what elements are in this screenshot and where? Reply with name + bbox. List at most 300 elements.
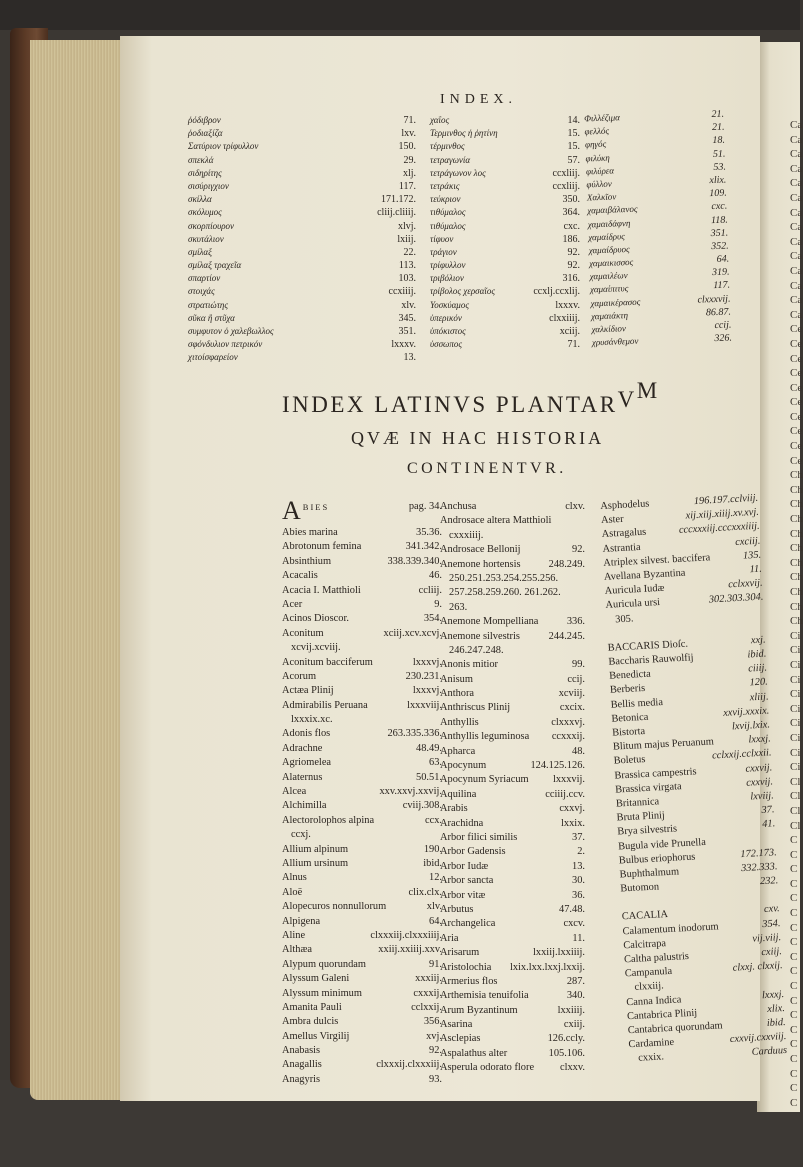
page-ref: 352. — [710, 240, 729, 253]
greek-index-entry — [430, 140, 580, 153]
page-ref: 64. — [429, 915, 442, 927]
latin-index-entry — [440, 1018, 585, 1032]
greek-term: χαμαίπιτυς — [589, 283, 629, 295]
page-ref: 351. — [710, 227, 729, 239]
page-ref: clxxxvj. — [551, 716, 585, 728]
latin-index-entry — [440, 500, 585, 514]
page-ref: 9. — [434, 598, 442, 610]
greek-term: τρίφυλλον — [430, 260, 466, 271]
plant-name: Alypum quorundam — [282, 958, 366, 970]
page-ref: cxv. — [763, 903, 780, 916]
latin-index-column-3 — [600, 492, 787, 1067]
greek-term: σκίλλα — [188, 194, 212, 205]
greek-index-entry — [188, 272, 416, 285]
greek-index-entry — [188, 127, 416, 140]
plant-name: Acorum — [282, 670, 317, 682]
greek-term: Τερμινθος ἡ ῥητίνη — [430, 128, 498, 139]
facing-page-fragment: Ci — [790, 658, 801, 671]
page-ref: 92. — [429, 1045, 442, 1057]
page-ref: 92. — [567, 246, 580, 258]
plant-name: Bistorta — [611, 725, 646, 739]
greek-index-entry — [430, 193, 580, 206]
greek-index-entry — [188, 206, 416, 219]
facing-page-fragment: Ci — [790, 761, 801, 774]
latin-index-entry — [440, 817, 585, 831]
page-ref: 48.49. — [416, 742, 442, 754]
page-ref: xlix. — [766, 1002, 786, 1015]
page-ref: 92. — [572, 544, 585, 556]
facing-page-fragment: Ch — [790, 571, 803, 584]
page-ref: 364. — [562, 207, 580, 219]
plant-name: Amellus Virgilij — [282, 1030, 350, 1042]
latin-index-entry — [440, 701, 585, 715]
plant-name: Arisarum — [440, 947, 480, 959]
plant-name: Britannica — [615, 796, 660, 810]
latin-index-entry — [282, 785, 442, 799]
latin-index-entry — [282, 915, 442, 929]
latin-index-entry — [282, 814, 442, 828]
plant-name-rest: BIES — [302, 502, 330, 512]
latin-index-entry — [282, 742, 442, 756]
page-ref: 21. — [711, 121, 725, 134]
facing-page-fragment: Ca — [790, 294, 803, 307]
greek-term: στοιχάς — [188, 286, 215, 297]
page-ref: 47.48. — [559, 903, 585, 915]
latin-index-entry — [282, 857, 442, 871]
greek-term: χαμαιβάλανος — [587, 204, 638, 216]
plant-name: Acacia I. Matthioli — [282, 584, 361, 596]
greek-index-entry — [188, 312, 416, 325]
latin-index-entry — [440, 730, 585, 744]
latin-index-entry — [282, 584, 442, 598]
plant-name: Asperula odorato flore — [440, 1062, 535, 1074]
plant-name: Astragalus — [601, 527, 647, 541]
greek-term: χρυσάνθεμον — [591, 335, 639, 348]
page-ref: 232. — [759, 875, 779, 888]
facing-page-fragment: Ce — [790, 352, 803, 365]
greek-term: χαμαίδρυος — [588, 243, 630, 256]
page-ref: lxxxj. — [761, 988, 785, 1001]
page-ref: 263.335.336. — [387, 728, 442, 740]
page-ref: cxcix. — [559, 702, 585, 714]
plant-name: Alnus — [282, 872, 307, 884]
facing-page-fragment: C — [790, 950, 798, 963]
facing-page-fragment: Ca — [790, 264, 803, 277]
plant-name: Ambra dulcis — [282, 1016, 339, 1028]
facing-page-fragment: Ce — [790, 454, 803, 467]
plant-name: Cantabrica Plinij — [626, 1007, 698, 1023]
facing-page-fragment: Ch — [790, 527, 803, 540]
plant-name: Anemone hortensis — [440, 558, 521, 570]
facing-page-fragment: C — [790, 936, 798, 949]
greek-term: σμίλαξ — [188, 246, 212, 257]
greek-index-entry — [430, 114, 580, 127]
facing-page-fragment: Ca — [790, 162, 803, 175]
running-head: INDEX. — [440, 92, 518, 107]
page-ref: vij.viij. — [752, 931, 782, 945]
page-ref: clxxj. clxxij. — [732, 960, 783, 974]
plant-name: Alyssum Galeni — [282, 973, 350, 985]
facing-page-fragment: C — [790, 921, 798, 934]
latin-index-entry — [440, 644, 585, 658]
page-ref: ibid. — [766, 1016, 786, 1029]
page-ref: 341.342. — [405, 541, 442, 553]
page-ref: 244.245. — [548, 630, 585, 642]
latin-index-entry — [440, 1061, 585, 1075]
greek-term: χαλκίδιον — [591, 323, 627, 335]
greek-index-entry — [430, 246, 580, 259]
latin-index-entry — [440, 932, 585, 946]
page-ref: 172.173. — [740, 846, 777, 860]
page-ref: 63. — [429, 757, 442, 769]
facing-page-fragment: C — [790, 1067, 798, 1080]
facing-page-fragment: C — [790, 1009, 798, 1022]
facing-page-fragment: C — [790, 892, 798, 905]
greek-index-entry — [430, 154, 580, 167]
page-ref: 46. — [429, 570, 442, 582]
plant-name: Admirabilis Peruana — [282, 699, 368, 711]
greek-term: τίφυον — [430, 233, 454, 244]
plant-name: Bellis media — [610, 696, 664, 711]
greek-term: στρατιώτης — [188, 299, 229, 310]
plant-name: CACALIA — [621, 909, 669, 923]
page-ref: xciij.xcv.xcvj. — [383, 627, 442, 639]
facing-page-fragment: Cl — [790, 790, 801, 803]
latin-index-entry — [440, 831, 585, 845]
page-ref: cxxvij.cxxviij. — [729, 1031, 787, 1046]
page-ref: ccxxxij. — [551, 731, 585, 743]
index-title — [282, 378, 660, 418]
plant-name: Anthyllis leguminosa — [440, 731, 530, 743]
latin-index-entry — [440, 745, 585, 759]
plant-name: Baccharis Rauwolfij — [608, 652, 694, 668]
plant-name: Arum Byzantinum — [440, 1004, 518, 1016]
page-ref: 190. — [423, 843, 442, 855]
latin-index-entry — [440, 917, 585, 931]
plant-name: Brya silvestris — [617, 823, 678, 838]
page-ref: 86.87. — [705, 306, 732, 319]
page-ref: cxxxij. — [413, 987, 442, 999]
page-ref: cclxxij.cclxxii. — [711, 747, 772, 762]
page-ref: 135. — [742, 549, 762, 562]
page-ref: 287. — [566, 975, 585, 987]
page-ref: 92. — [567, 260, 580, 272]
plant-name: Anagallis — [282, 1059, 322, 1071]
greek-term: σῦκα ἢ στῦχα — [188, 312, 235, 323]
facing-page-fragment: Ca — [790, 133, 803, 146]
greek-index-entry — [188, 114, 416, 127]
page-ref: xcviij. — [558, 688, 585, 700]
plant-name: Abies marina — [282, 527, 338, 538]
latin-index-entry — [282, 670, 442, 684]
greek-term: τράγιον — [430, 246, 457, 257]
facing-page-fragment: Ci — [790, 629, 801, 642]
page-ref: 248.249. — [548, 558, 585, 570]
plant-name: Aria — [440, 932, 459, 944]
facing-page-fragment: Cl — [790, 804, 801, 817]
plant-name: Berberis — [609, 683, 646, 697]
plant-name: lxxxix.xc. — [291, 714, 333, 726]
plant-name: Alchimilla — [282, 800, 327, 812]
facing-page-fragment: C — [790, 1082, 798, 1095]
page-ref: 11. — [749, 563, 763, 576]
greek-term: σφόνδυλιον πετρικόν — [188, 339, 263, 350]
plant-name: Anagyris — [282, 1073, 321, 1085]
plant-name — [282, 496, 330, 525]
plant-name: Aconitum bacciferum — [282, 656, 373, 668]
plant-name: Apocynum Syriacum — [440, 774, 529, 786]
plant-name: Aline — [282, 929, 306, 941]
facing-page-fragment: Ch — [790, 615, 803, 628]
greek-term: ὑσσωπος — [430, 339, 463, 350]
page-ref: 71. — [567, 339, 580, 351]
page-ref: 64. — [716, 253, 730, 266]
greek-term: Σατύριον τρίφυλλον — [188, 141, 259, 152]
latin-index-entry — [282, 987, 442, 1001]
latin-index-entry — [440, 630, 585, 644]
greek-term: ῥόδιβρον — [188, 115, 221, 125]
plant-name: Anthora — [440, 688, 475, 700]
latin-index-entry — [440, 946, 585, 960]
greek-index-entry — [430, 312, 580, 325]
latin-index-entry — [282, 612, 442, 626]
facing-page-fragment: Ce — [790, 381, 803, 394]
latin-index-entry — [282, 900, 442, 914]
page-ref: 57. — [567, 154, 580, 166]
plant-name: Anemone silvestris — [440, 630, 520, 642]
latin-index-entry — [440, 802, 585, 816]
page-ref: 332.333. — [740, 861, 778, 874]
latin-index-entry — [282, 1073, 442, 1087]
facing-page-fragment: Ca — [790, 308, 803, 321]
page-ref: cxcv. — [563, 918, 585, 930]
page-ref: lxxiiij. — [557, 1004, 585, 1016]
plant-name: Anabasis — [282, 1045, 321, 1057]
page-ref: lxix.lxx.lxxj.lxxij. — [509, 961, 585, 973]
page-ref: cxciij. — [734, 535, 761, 548]
facing-page-fragment: C — [790, 877, 798, 890]
page-ref: ccxliij. — [552, 167, 580, 179]
greek-term: φύλλον — [586, 178, 612, 190]
page-ref: 316. — [562, 273, 580, 285]
plant-name: Butomon — [620, 881, 660, 895]
page-ref: clxxxiij.clxxxiiij. — [370, 929, 442, 941]
plant-name: Adonis flos — [282, 728, 331, 740]
index-title-main: INDEX LATINVS PLANTAR — [282, 392, 618, 417]
page-ref: cclxxij. — [411, 1001, 442, 1013]
latin-index-entry — [440, 1032, 585, 1046]
page-ref: xlvj. — [397, 220, 416, 232]
plant-name: Aster — [600, 513, 624, 527]
page-ref: 302.303.304. — [708, 591, 764, 606]
facing-page-fragment: Ce — [790, 337, 803, 350]
plant-name: Anthriscus Plinij — [440, 702, 511, 714]
page-ref: ccliij. — [418, 584, 442, 596]
drop-capital: A — [282, 496, 301, 525]
facing-page-fragment: Ci — [790, 702, 801, 715]
page-ref: clxxiiij. — [549, 312, 580, 324]
plant-name: Arbutus — [440, 903, 474, 915]
latin-index-entry — [440, 889, 585, 903]
page-ref: lxxxvj. — [412, 656, 442, 668]
greek-index-entry — [430, 127, 580, 140]
facing-page-fragment: Ch — [790, 600, 803, 613]
latin-index-entry — [282, 727, 442, 741]
page-ref: cviij.308. — [402, 800, 442, 812]
latin-index-entry — [440, 572, 585, 586]
latin-index-entry — [440, 673, 585, 687]
plant-name: Androsace Bellonij — [440, 544, 521, 556]
latin-index-entry — [282, 1015, 442, 1029]
greek-term: φιλύκη — [585, 152, 610, 164]
index-title-m: M — [636, 378, 660, 403]
latin-index-entry — [440, 615, 585, 629]
plant-name: clxxiij. — [634, 980, 664, 994]
page-ref: cxxvj. — [559, 803, 585, 815]
latin-index-entry — [282, 641, 442, 655]
facing-page-fragment: Ca — [790, 221, 803, 234]
plant-name: Cantabrica quorundam — [627, 1020, 723, 1037]
facing-page-fragment: Cl — [790, 819, 801, 832]
plant-name: Asarina — [440, 1019, 473, 1031]
plant-name: Caltha palustris — [623, 950, 690, 966]
facing-page-fragment: Ca — [790, 250, 803, 263]
greek-term: χαμαιάκτη — [590, 309, 629, 322]
plant-name: Alpigena — [282, 915, 321, 927]
page-ref: clxxxvij. — [697, 293, 731, 306]
greek-index-entry — [430, 299, 580, 312]
greek-term: τέρμινθος — [430, 141, 465, 152]
facing-page-fragment: Ce — [790, 396, 803, 409]
greek-index-entry — [430, 259, 580, 272]
plant-name: ccxj. — [291, 829, 311, 841]
page-ref: lxxix. — [561, 817, 585, 829]
facing-page-fragment: Ca — [790, 235, 803, 248]
plant-name: 257.258.259.260. 261.262. — [449, 587, 561, 599]
plant-name: Actæa Plinij — [282, 685, 334, 697]
page-ref: xxvij.xxxix. — [722, 705, 770, 719]
plant-name: Bruta Plinij — [616, 810, 666, 824]
plant-name: Abrotonum femina — [282, 541, 362, 553]
page-edges — [30, 40, 130, 1100]
latin-index-entry — [282, 799, 442, 813]
plant-name: Althæa — [282, 944, 313, 956]
plant-name: Amanita Pauli — [282, 1001, 342, 1013]
greek-term: Υοσκύαμος — [430, 299, 469, 310]
facing-page-fragment: C — [790, 980, 798, 993]
page-ref: ccx. — [424, 814, 442, 826]
facing-page-fragment: C — [790, 1053, 798, 1065]
page-ref: 103. — [398, 273, 416, 285]
greek-index-entry — [188, 259, 416, 272]
page-ref: 120. — [749, 676, 769, 689]
page-ref: lxxxvj. — [412, 685, 442, 697]
latin-index-entry — [282, 598, 442, 612]
latin-index-entry — [440, 687, 585, 701]
latin-index-entry — [282, 886, 442, 900]
page-ref: 124.125.126. — [530, 760, 585, 772]
plant-name: Absinthium — [282, 555, 332, 567]
plant-name: Alopecuros nonnullorum — [282, 901, 387, 913]
plant-name: Apocynum — [440, 760, 487, 772]
latin-index-entry — [282, 943, 442, 957]
facing-page-fragment: Ce — [790, 440, 803, 453]
greek-index-entry — [430, 220, 580, 233]
facing-page-fragment: Ce — [790, 323, 803, 336]
latin-index-entry — [282, 929, 442, 943]
latin-index-entry — [282, 699, 442, 713]
latin-index-column-1 — [282, 496, 442, 1087]
latin-index-entry — [440, 860, 585, 874]
greek-index-entry — [430, 272, 580, 285]
latin-index-entry — [282, 828, 442, 842]
page-ref: 326. — [714, 332, 733, 345]
latin-index-entry — [440, 975, 585, 989]
page-ref: 338.339.340. — [387, 555, 442, 567]
greek-index-entry — [188, 193, 416, 206]
facing-page-fragment: Ca — [790, 177, 803, 190]
page-ref: 354. — [761, 917, 781, 930]
page-ref: 354. — [423, 613, 442, 625]
facing-page-fragment: Ci — [790, 644, 801, 657]
plant-name: Bulbus eriophorus — [618, 851, 696, 867]
plant-name: Auricula Iudæ — [604, 582, 665, 597]
plant-name: Arthemisia tenuifolia — [440, 990, 529, 1002]
greek-term: τριβόλιον — [430, 273, 464, 284]
plant-name: Benedicta — [608, 668, 652, 683]
page-ref: 36. — [572, 889, 585, 901]
page-ref: lxxxviij. — [407, 699, 442, 711]
plant-name: Alaternus — [282, 771, 323, 783]
latin-index-entry — [440, 845, 585, 859]
latin-index-column-2 — [440, 500, 585, 1076]
page-ref: clix.clx. — [408, 886, 442, 898]
facing-page-text — [790, 118, 802, 1110]
page-ref: 109. — [709, 187, 727, 200]
page-ref: cciiij.ccv. — [545, 788, 585, 800]
greek-term: χαμαικισσος — [588, 256, 634, 269]
page-ref: cxxvij. — [745, 761, 773, 775]
plant-name: Calamentum inodorum — [622, 921, 719, 938]
greek-term: φελλός — [584, 125, 610, 137]
plant-name: Alectorolophos alpina — [282, 814, 375, 826]
page-ref: 356. — [423, 1016, 442, 1028]
facing-page-fragment: Ci — [790, 731, 801, 744]
latin-index-entry — [440, 716, 585, 730]
facing-page-fragment: C — [790, 834, 798, 847]
plant-name: Allium ursinum — [282, 857, 349, 869]
greek-term: σπεκλά — [188, 154, 214, 165]
greek-term: τετράκις — [430, 180, 460, 191]
page-ref: lxvij.lxix. — [731, 719, 771, 733]
plant-name: Allium alpinum — [282, 843, 349, 855]
page-ref: 21. — [711, 108, 725, 121]
page-ref: ciiij. — [748, 662, 768, 675]
page-ref: ccij. — [714, 319, 732, 332]
greek-index-column-1 — [188, 114, 416, 365]
plant-name: Apharca — [440, 745, 476, 757]
plant-name: Armerius flos — [440, 975, 498, 987]
greek-term: τιθύμαλος — [430, 220, 466, 231]
greek-index-entry — [188, 246, 416, 259]
facing-page-fragment: Ci — [790, 746, 801, 759]
greek-term: χαΐος — [430, 115, 450, 125]
plant-name: Alyssum minimum — [282, 987, 362, 999]
plant-name: cxxxiiij. — [449, 529, 484, 541]
plant-name: Asclepias — [440, 1033, 481, 1045]
latin-index-entry — [440, 658, 585, 672]
greek-term: σισύριγχιον — [188, 180, 229, 191]
